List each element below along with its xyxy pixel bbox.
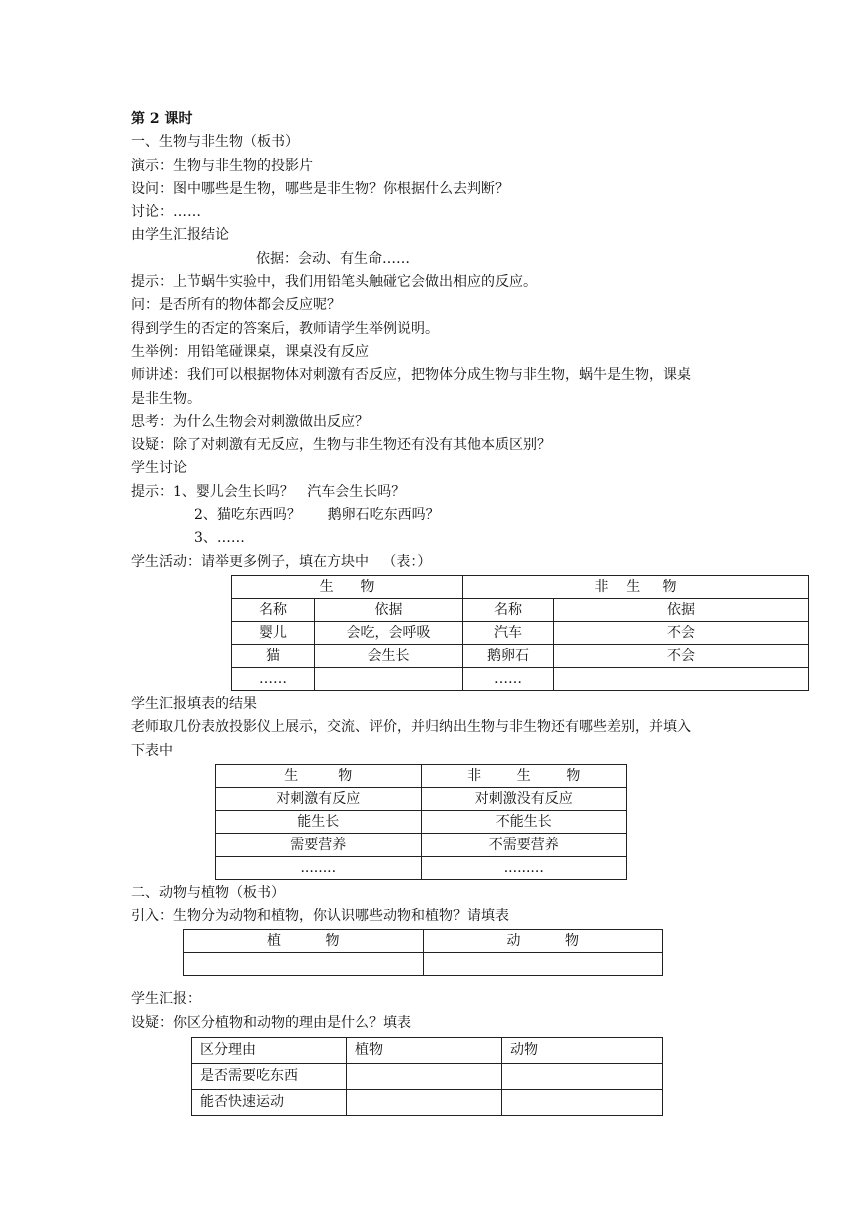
table-cell <box>315 667 463 690</box>
table-cell: 不能生长 <box>421 810 627 833</box>
text-line: 讨论：…… <box>131 204 201 221</box>
text-line: 学生讨论 <box>131 460 187 477</box>
table-row <box>216 856 627 879</box>
text-line: 引入：生物分为动物和植物，你认识哪些动物和植物？请填表 <box>131 908 509 925</box>
table-header-cell: 区分理由 <box>192 1038 347 1064</box>
table-cell: 对刺激有反应 <box>216 787 422 810</box>
text-line: 提示：上节蜗牛实验中，我们用铅笔头触碰它会做出相应的反应。 <box>131 274 537 291</box>
table-cell: 婴儿 <box>232 621 315 644</box>
table-cell <box>554 667 809 690</box>
table-cell: 会吃，会呼吸 <box>315 621 463 644</box>
table-header-row <box>216 764 627 787</box>
lesson-title: 第 2 课时 <box>131 111 193 127</box>
text-line: 设问：图中哪些是生物，哪些是非生物？你根据什么去判断？ <box>131 180 509 197</box>
table-cell: 需要营养 <box>216 833 422 856</box>
table-cell <box>502 1064 663 1090</box>
table-cell: 会生长 <box>315 644 463 667</box>
table-cell <box>502 1090 663 1116</box>
table-subheader-row <box>232 598 809 621</box>
table-cell <box>347 1090 502 1116</box>
text-line: 是非生物。 <box>131 390 201 407</box>
table-header-row <box>184 930 663 953</box>
table-cell: ......... <box>421 856 627 879</box>
table-cell: ........ <box>216 856 422 879</box>
table-row <box>232 644 809 667</box>
table-header-row <box>192 1038 663 1064</box>
table-cell: 鹅卵石 <box>463 644 554 667</box>
table-cell: 名称 <box>232 598 315 621</box>
text-line: 由学生汇报结论 <box>131 227 229 244</box>
table-cell: 不会 <box>554 621 809 644</box>
table-header-cell: 生 物 <box>232 575 463 598</box>
text-line: 得到学生的否定的答案后，教师请学生举例说明。 <box>131 320 439 337</box>
table-cell: 不会 <box>554 644 809 667</box>
table-row <box>192 1090 663 1116</box>
text-line-indented: 依据：会动、有生命…… <box>256 250 410 267</box>
table-cell: 名称 <box>463 598 554 621</box>
section-heading-living-nonliving: 一、生物与非生物（板书） <box>131 134 299 151</box>
table-cell <box>347 1064 502 1090</box>
differences-table <box>215 764 627 880</box>
text-line: 下表中 <box>131 742 173 759</box>
table-cell: 汽车 <box>463 621 554 644</box>
table-cell <box>423 953 663 976</box>
table-row <box>216 787 627 810</box>
table-row <box>232 621 809 644</box>
table-cell: 猫 <box>232 644 315 667</box>
table-cell: 不需要营养 <box>421 833 627 856</box>
text-line: 生举例：用铅笔碰课桌，课桌没有反应 <box>131 343 369 360</box>
table-row <box>216 833 627 856</box>
plants-animals-table <box>183 929 663 976</box>
table-cell <box>184 953 424 976</box>
table-row <box>192 1064 663 1090</box>
table-header-cell: 植物 <box>347 1038 502 1064</box>
table-row <box>184 953 663 976</box>
table-header-cell: 生 物 <box>216 764 422 787</box>
text-line: 学生活动：请举更多例子，填在方块中 （表：） <box>131 553 432 570</box>
table-header-cell: 动物 <box>502 1038 663 1064</box>
text-line: 设疑：你区分植物和动物的理由是什么？填表 <box>131 1014 411 1031</box>
table-cell: 依据 <box>554 598 809 621</box>
text-line: 思考：为什么生物会对刺激做出反应？ <box>131 413 369 430</box>
distinguish-table <box>191 1037 663 1116</box>
text-line: 设疑：除了对刺激有无反应，生物与非生物还有没有其他本质区别？ <box>131 437 551 454</box>
table-header-row <box>232 575 809 598</box>
text-line: 师讲述：我们可以根据物体对刺激有否反应，把物体分成生物与非生物，蜗牛是生物，课桌 <box>131 367 691 384</box>
table-cell: 是否需要吃东西 <box>192 1064 347 1090</box>
table-row <box>216 810 627 833</box>
table-cell: 对刺激没有反应 <box>421 787 627 810</box>
table-header-cell: 非 生 物 <box>421 764 627 787</box>
text-line-indented: 3、…… <box>194 530 245 547</box>
text-line: 提示：1、婴儿会生长吗？ 汽车会生长吗？ <box>131 483 406 500</box>
table-cell: 依据 <box>315 598 463 621</box>
table-cell: 能否快速运动 <box>192 1090 347 1116</box>
text-line: 学生汇报： <box>131 991 201 1008</box>
table-row <box>232 667 809 690</box>
text-line: 学生汇报填表的结果 <box>131 695 257 712</box>
table-cell: …… <box>463 667 554 690</box>
table-header-cell: 动 物 <box>423 930 663 953</box>
table-header-cell: 非 生 物 <box>463 575 809 598</box>
text-line: 演示：生物与非生物的投影片 <box>131 157 313 174</box>
text-line-indented: 2、猫吃东西吗？ 鹅卵石吃东西吗？ <box>194 507 440 524</box>
section-heading-animals-plants: 二、动物与植物（板书） <box>131 884 285 901</box>
table-header-cell: 植 物 <box>184 930 424 953</box>
text-line: 老师取几份表放投影仪上展示，交流、评价，并归纳出生物与非生物还有哪些差别，并填入 <box>131 719 691 736</box>
examples-table <box>231 575 809 691</box>
text-line: 问：是否所有的物体都会反应呢？ <box>131 297 341 314</box>
table-cell: 能生长 <box>216 810 422 833</box>
table-cell: …… <box>232 667 315 690</box>
lesson-page <box>131 108 731 1116</box>
